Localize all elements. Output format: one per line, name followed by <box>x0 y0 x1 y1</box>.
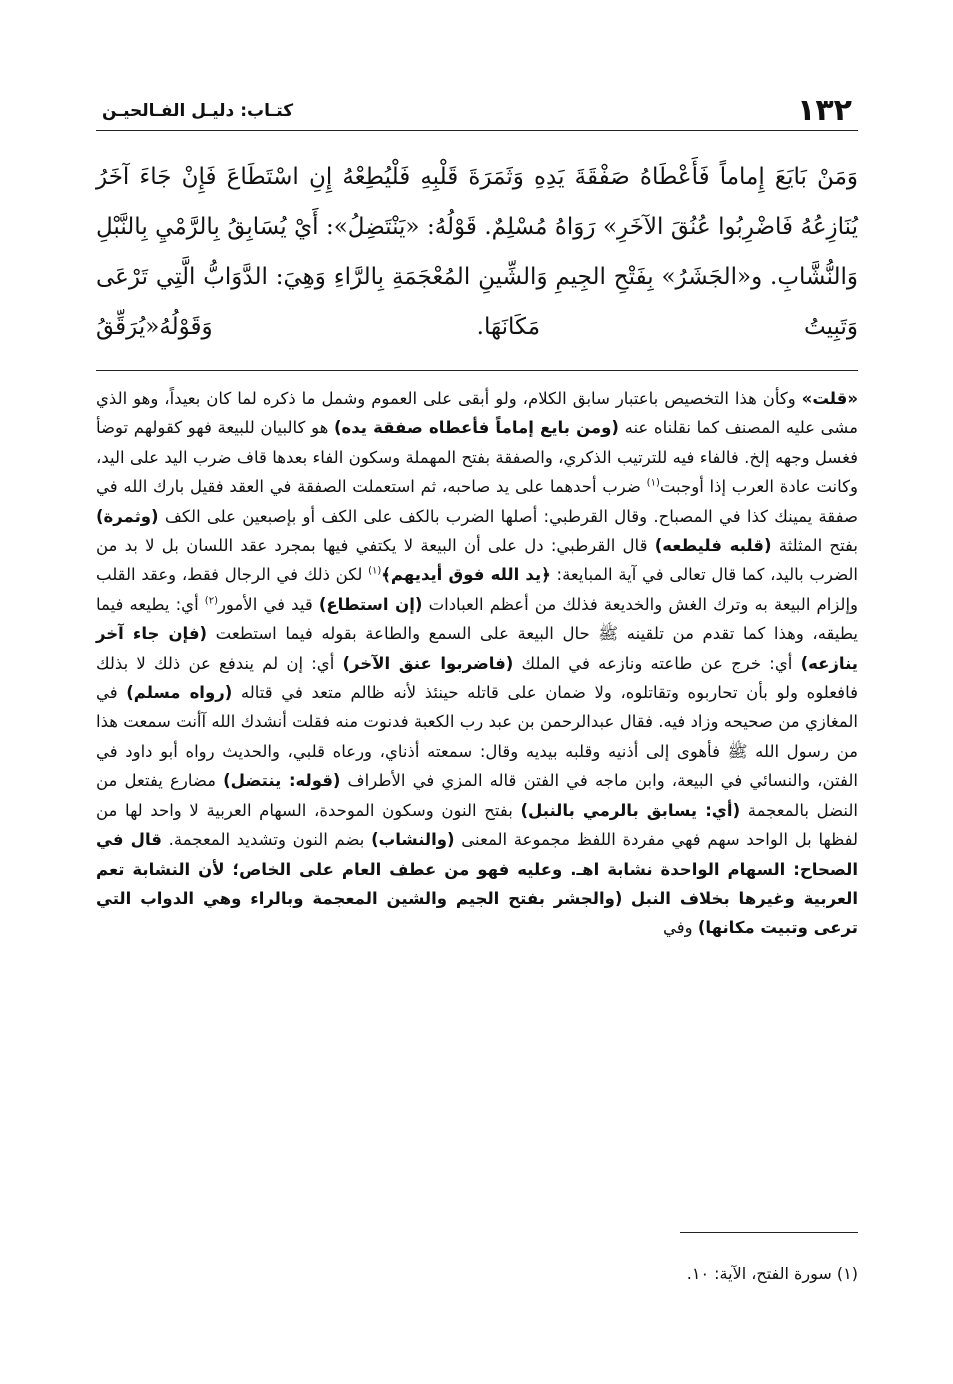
page-number: ١٣٢ <box>797 93 852 128</box>
commentary-text: وكأن هذا التخصيص باعتبار سابق الكلام، ولو أبقى على العموم وشمل ما ذكره لما كان بعيداً، وهو الذي مشى عليه المصنف كما نقلناه عنه <box>96 389 858 438</box>
commentary-text: أي: يطيعه فيما يطيقه، وهذا كما تقدم من تلقينه ﷺ حال البيعة على السمع والطاعة بقوله فيما استطعت <box>96 594 858 644</box>
commentary-text: وفي <box>663 918 698 938</box>
commentary-paragraph <box>96 384 858 943</box>
bold-phrase: (رواه مسلم) <box>126 683 233 703</box>
quran-quote: ﴿يد الله فوق أيديهم﴾ <box>381 565 551 585</box>
commentary-text: بضم النون وتشديد المعجمة. <box>162 830 372 850</box>
commentary-text: ضرب أحدهما على يد صاحبه، ثم استعملت الصفقة في العقد فقيل بارك الله في صفقة يمينك كذا في المصباح. وقال القرطبي: أصلها الضرب بالكف على الكف أو بإصبعين على الكف <box>96 477 858 526</box>
text-separator-rule <box>96 370 858 371</box>
commentary <box>96 384 858 943</box>
commentary-text: أي: خرج عن طاعته ونازعه في الملك <box>513 653 801 673</box>
running-title: كتـاب: دليـل الفـالحيـن <box>102 101 294 121</box>
footnote-rule <box>680 1232 858 1233</box>
footnote-ref: (٢) <box>204 595 218 607</box>
commentary-text <box>622 889 630 908</box>
commentary-text: لكن ذلك في الرجال فقط، وعقد القلب وإلزام البيعة به وترك الغش والخديعة فذلك من أعظم العبادات <box>96 565 859 614</box>
commentary-text: أي: إن لم يندفع عن ذلك لا بذلك فافعلوه ولو بأن تحاربوه وتقاتلوه، ولا ضمان على قاتله حينئذ لأنه ظالم متعد في قتاله <box>96 653 858 703</box>
bold-phrase: (قلبه فليطعه) <box>654 536 772 556</box>
bold-phrase: «قلت» <box>801 389 858 408</box>
footnote-ref: (١) <box>368 565 382 577</box>
bold-phrase: (ومن بايع إماماً فأعطاه صفقة يده) <box>333 418 619 438</box>
bold-phrase: قال في الصحاح: السهام الواحدة نشابة اهـ. وعليه فهو من عطف العام على الخاص؛ لأن النشابة تعم العربية وغيرها بخلاف النبل <box>96 830 859 908</box>
bold-phrase: (إن استطاع) <box>318 594 423 614</box>
hadith-text <box>96 152 858 352</box>
commentary-text: قيد في الأمور <box>217 594 319 614</box>
header-rule <box>96 130 858 131</box>
commentary-text: في المغازي من صحيحه وزاد فيه. فقال عبدالرحمن بن عبد رب الكعبة فدنوت منه فقلت أنشدك الله آأنت سمعت هذا من رسول الله ﷺ فأهوى إلى أذنيه وقلبه بيديه وقال: سمعته أذناي، ورعاه قلبي، والحديث رواه أبو داود في الفتن، والنسائي في البيعة، وابن ماجه في الفتن قاله المزي في الأطراف <box>96 683 858 791</box>
bold-phrase: (فإن جاء آخر ينازعه) <box>96 624 859 673</box>
bold-phrase: (والنشاب) <box>371 830 455 850</box>
bold-phrase: (قوله: ينتضل) <box>223 771 341 791</box>
footnote: (١) سورة الفتح، الآية: ١٠. <box>686 1264 858 1283</box>
commentary-text: قال القرطبي: دل على أن البيعة لا يكتفي فيها بمجرد عقد اللسان بل لا بد من الضرب باليد، كما قال تعالى في آية المبايعة: <box>96 536 858 585</box>
bold-phrase: (أي: يسابق بالرمي بالنبل) <box>520 800 741 820</box>
commentary-text: بفتح النون وسكون الموحدة، السهام العربية لا واحد لها من لفظها بل الواحد سهم فهي مفردة اللفظ مجموعة المعنى <box>96 800 858 850</box>
page-header <box>96 92 858 132</box>
commentary-text: مضارع يفتعل من النضل بالمعجمة <box>96 771 858 820</box>
commentary-text: بفتح المثلثة <box>771 536 858 556</box>
bold-phrase: (فاضربوا عنق الآخر) <box>342 653 514 673</box>
bold-phrase: (والجشر بفتح الجيم والشين المعجمة وبالراء وهي الدواب التي ترعى وتبيت مكانها) <box>96 888 858 938</box>
footnote-ref: (١) <box>646 477 660 489</box>
commentary-text: هو كالبيان للبيعة فهو كقولهم توضأ فغسل وجهه إلخ. فالفاء فيه للترتيب الذكري، والصفقة بفتح المهملة وسكون الفاء بعدها قاف ضرب اليد على اليد، وكانت عادة العرب إذا أوجبت <box>96 418 858 497</box>
bold-phrase: (وثمرة) <box>96 506 159 526</box>
hadith-paragraph: وَمَنْ بَايَعَ إِماماً فَأَعْطَاهُ صَفْقَةَ يَدِهِ وَثَمَرَةَ قَلْبِهِ فَلْيُطِعْهُ إِنِ اسْتَطَاعَ فَإِنْ جَاءَ آخَرُ يُنَازِعُهُ فَاضْرِبُوا عُنُقَ الآخَرِ» رَوَاهُ مُسْلِمٌ. قَوْلُهُ: «يَنْتَضِلُ»: أَيْ يُسَابِقُ بِالرَّمْيِ بِالنَّبْلِ وَالنُّشَّابِ. و«الجَشَرُ» بِفَتْحِ الجِيمِ وَالشِّينِ المُعْجَمَةِ بِالرَّاءِ وَهِيَ: الدَّوَابُّ الَّتِي تَرْعَى وَتَبِيتُ مَكَانَهَا. وَقَوْلُهُ«يُرَقِّقُ <box>96 164 858 340</box>
